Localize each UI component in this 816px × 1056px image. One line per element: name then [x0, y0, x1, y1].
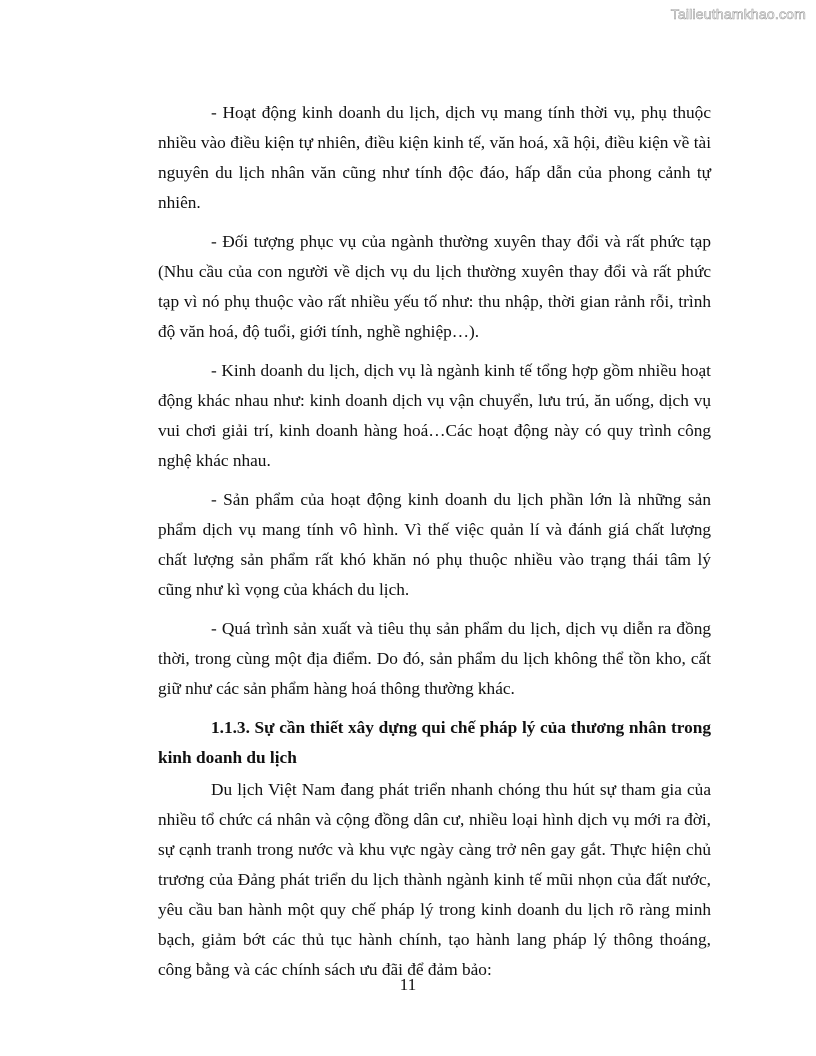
paragraph-integrated-economy: - Kinh doanh du lịch, dịch vụ là ngành kinh tế tổng hợp gồm nhiều hoạt động khác nhau như: kinh doanh dịch vụ vận chuyển, lưu trú, ăn uống, dịch vụ vui chơi giải trí, kinh doanh hàng hoá…Các hoạt động này có quy trình công nghệ khác nhau. [158, 361, 711, 470]
paragraph-seasonal-business: - Hoạt động kinh doanh du lịch, dịch vụ mang tính thời vụ, phụ thuộc nhiều vào điều kiện tự nhiên, điều kiện kinh tế, văn hoá, xã hội, điều kiện về tài nguyên du lịch nhân văn cũng như tính độc đáo, hấp dẫn của phong cảnh tự nhiên. [158, 103, 711, 212]
document-body [158, 98, 711, 994]
paragraph-vietnam-tourism: Du lịch Việt Nam đang phát triển nhanh chóng thu hút sự tham gia của nhiều tổ chức cá nhân và cộng đồng dân cư, nhiều loại hình dịch vụ mới ra đời, sự cạnh tranh trong nước và khu vực ngày càng trở nên gay gắt. Thực hiện chủ trương của Đảng phát triển du lịch thành ngành kinh tế mũi nhọn của đất nước, yêu cầu ban hành một quy chế pháp lý trong kinh doanh du lịch rõ ràng minh bạch, giảm bớt các thủ tục hành chính, tạo hành lang pháp lý thông thoáng, công bằng và các chính sách ưu đãi để đảm bảo: [158, 780, 711, 979]
paragraph-service-target: - Đối tượng phục vụ của ngành thường xuyên thay đổi và rất phức tạp (Nhu cầu của con người về dịch vụ du lịch thường xuyên thay đổi và rất phức tạp vì nó phụ thuộc vào rất nhiều yếu tố như: thu nhập, thời gian rảnh rỗi, trình độ văn hoá, độ tuổi, giới tính, nghề nghiệp…). [158, 232, 711, 341]
paragraph-simultaneous-production: - Quá trình sản xuất và tiêu thụ sản phẩm du lịch, dịch vụ diễn ra đồng thời, trong cùng một địa điểm. Do đó, sản phẩm du lịch không thể tồn kho, cất giữ như các sản phẩm hàng hoá thông thường khác. [158, 619, 711, 698]
page-number: 11 [399, 975, 417, 994]
paragraph-intangible-products: - Sản phẩm của hoạt động kinh doanh du lịch phần lớn là những sản phẩm dịch vụ mang tính vô hình. Vì thế việc quản lí và đánh giá chất lượng chất lượng sản phẩm rất khó khăn nó phụ thuộc nhiều vào trạng thái tâm lý cũng như kì vọng của khách du lịch. [158, 490, 711, 599]
section-heading: 1.1.3. Sự cần thiết xây dựng qui chế pháp lý của thương nhân trong kinh doanh du lịch [158, 718, 711, 767]
watermark-text: Tailieuthamkhao.com [670, 6, 806, 22]
